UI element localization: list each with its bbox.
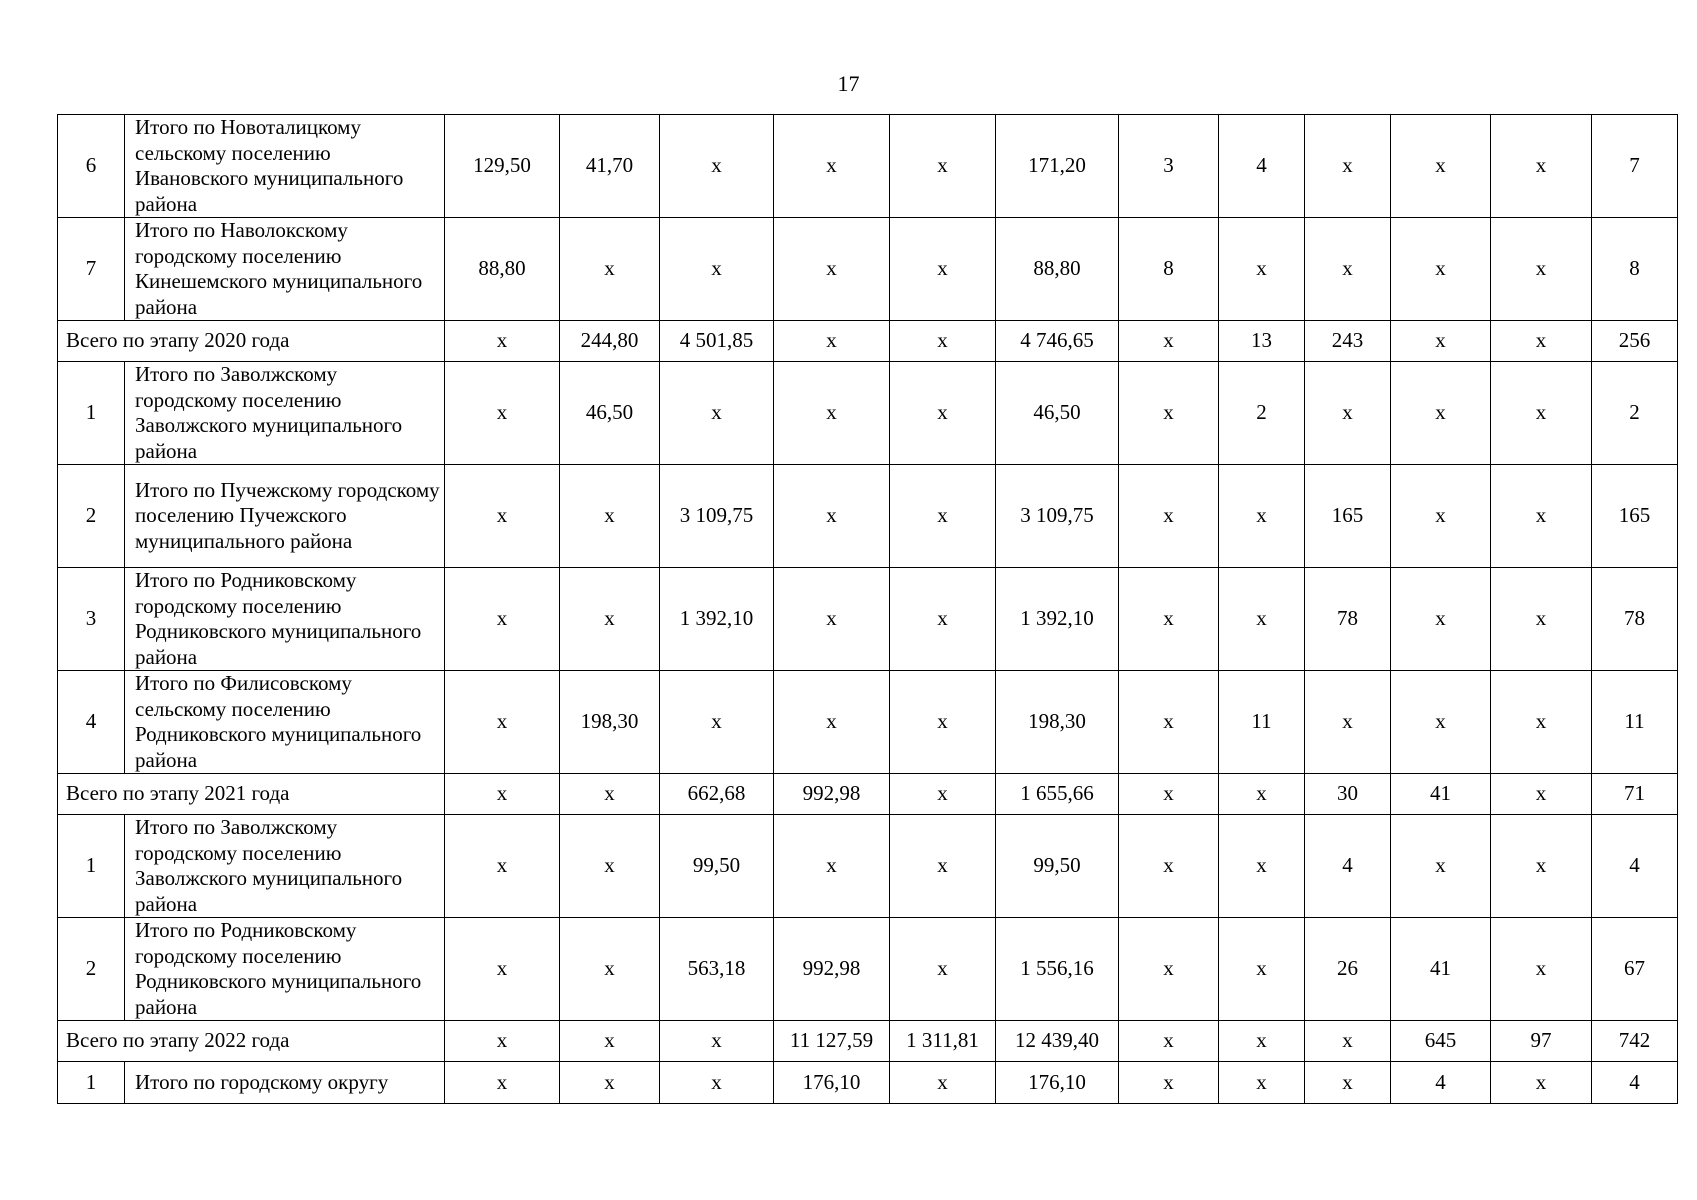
value-cell: х xyxy=(445,774,560,815)
value-cell: х xyxy=(445,918,560,1021)
value-cell: х xyxy=(1305,115,1391,218)
table-row xyxy=(58,115,1678,218)
value-cell: х xyxy=(1391,815,1491,918)
value-cell: 67 xyxy=(1592,918,1678,1021)
value-cell: х xyxy=(1119,815,1219,918)
value-cell: х xyxy=(1391,671,1491,774)
value-cell: х xyxy=(774,815,890,918)
value-cell: 256 xyxy=(1592,321,1678,362)
value-cell: х xyxy=(1391,218,1491,321)
value-cell: х xyxy=(560,918,660,1021)
stage-total-label: Всего по этапу 2022 года xyxy=(58,1021,445,1062)
value-cell: 1 392,10 xyxy=(660,568,774,671)
value-cell: 3 109,75 xyxy=(996,465,1119,568)
value-cell: х xyxy=(660,115,774,218)
value-cell: х xyxy=(1219,918,1305,1021)
page-number: 17 xyxy=(837,71,860,96)
value-cell: 176,10 xyxy=(996,1062,1119,1104)
value-cell: х xyxy=(1491,815,1592,918)
value-cell: х xyxy=(660,218,774,321)
row-number: 2 xyxy=(58,465,125,568)
value-cell: х xyxy=(1491,918,1592,1021)
value-cell: 99,50 xyxy=(660,815,774,918)
value-cell: х xyxy=(560,815,660,918)
value-cell: х xyxy=(1491,671,1592,774)
value-cell: х xyxy=(1219,465,1305,568)
value-cell: х xyxy=(1491,218,1592,321)
value-cell: х xyxy=(1119,465,1219,568)
value-cell: х xyxy=(1391,362,1491,465)
value-cell: х xyxy=(890,671,996,774)
value-cell: х xyxy=(445,465,560,568)
value-cell: 4 xyxy=(1592,1062,1678,1104)
value-cell: 243 xyxy=(1305,321,1391,362)
row-number: 2 xyxy=(58,918,125,1021)
row-name: Итого по Родниковскому городскому поселению Родниковского муниципального района xyxy=(125,918,445,1021)
table-row xyxy=(58,465,1678,568)
value-cell: 563,18 xyxy=(660,918,774,1021)
value-cell: 992,98 xyxy=(774,774,890,815)
value-cell: 645 xyxy=(1391,1021,1491,1062)
row-number: 7 xyxy=(58,218,125,321)
value-cell: 11 xyxy=(1219,671,1305,774)
value-cell: х xyxy=(1391,568,1491,671)
value-cell: 3 109,75 xyxy=(660,465,774,568)
value-cell: х xyxy=(1305,1021,1391,1062)
table-row xyxy=(58,671,1678,774)
value-cell: х xyxy=(1491,1062,1592,1104)
value-cell: 742 xyxy=(1592,1021,1678,1062)
row-name: Итого по Заволжскому городскому поселению Заволжского муниципального района xyxy=(125,815,445,918)
value-cell: 46,50 xyxy=(996,362,1119,465)
value-cell: х xyxy=(774,115,890,218)
value-cell: х xyxy=(774,362,890,465)
value-cell: 244,80 xyxy=(560,321,660,362)
table-body xyxy=(58,115,1678,1104)
row-number: 4 xyxy=(58,671,125,774)
value-cell: 99,50 xyxy=(996,815,1119,918)
row-name: Итого по городскому округу xyxy=(125,1062,445,1104)
row-name: Итого по Новоталицкому сельскому поселению Ивановского муниципального района xyxy=(125,115,445,218)
value-cell: 13 xyxy=(1219,321,1305,362)
value-cell: 11 127,59 xyxy=(774,1021,890,1062)
value-cell: 41 xyxy=(1391,918,1491,1021)
value-cell: х xyxy=(890,218,996,321)
row-number: 6 xyxy=(58,115,125,218)
value-cell: х xyxy=(774,218,890,321)
value-cell: 165 xyxy=(1305,465,1391,568)
value-cell: х xyxy=(890,321,996,362)
value-cell: 1 392,10 xyxy=(996,568,1119,671)
value-cell: х xyxy=(560,218,660,321)
value-cell: 4 501,85 xyxy=(660,321,774,362)
value-cell: х xyxy=(890,774,996,815)
table-row xyxy=(58,362,1678,465)
value-cell: х xyxy=(890,918,996,1021)
value-cell: 171,20 xyxy=(996,115,1119,218)
row-name: Итого по Пучежскому городскому поселению Пучежского муниципального района xyxy=(125,465,445,568)
value-cell: х xyxy=(1305,671,1391,774)
value-cell: 198,30 xyxy=(996,671,1119,774)
value-cell: х xyxy=(890,115,996,218)
row-number: 1 xyxy=(58,1062,125,1104)
value-cell: х xyxy=(1491,774,1592,815)
value-cell: х xyxy=(774,321,890,362)
stage-total-row xyxy=(58,321,1678,362)
value-cell: 4 xyxy=(1391,1062,1491,1104)
value-cell: х xyxy=(1119,918,1219,1021)
value-cell: 41 xyxy=(1391,774,1491,815)
value-cell: х xyxy=(1219,568,1305,671)
value-cell: х xyxy=(1119,774,1219,815)
value-cell: х xyxy=(660,1062,774,1104)
value-cell: х xyxy=(1119,362,1219,465)
value-cell: х xyxy=(445,815,560,918)
value-cell: 30 xyxy=(1305,774,1391,815)
value-cell: 8 xyxy=(1592,218,1678,321)
value-cell: х xyxy=(1305,1062,1391,1104)
value-cell: х xyxy=(560,1062,660,1104)
value-cell: 165 xyxy=(1592,465,1678,568)
row-number: 3 xyxy=(58,568,125,671)
value-cell: х xyxy=(1219,218,1305,321)
value-cell: х xyxy=(890,465,996,568)
value-cell: х xyxy=(1491,362,1592,465)
row-number: 1 xyxy=(58,815,125,918)
value-cell: 71 xyxy=(1592,774,1678,815)
value-cell: х xyxy=(1391,321,1491,362)
stage-total-row xyxy=(58,1021,1678,1062)
value-cell: 4 746,65 xyxy=(996,321,1119,362)
table-row xyxy=(58,218,1678,321)
value-cell: 198,30 xyxy=(560,671,660,774)
value-cell: х xyxy=(1491,568,1592,671)
value-cell: х xyxy=(774,568,890,671)
value-cell: х xyxy=(890,1062,996,1104)
value-cell: х xyxy=(1219,774,1305,815)
value-cell: 46,50 xyxy=(560,362,660,465)
table-row xyxy=(58,815,1678,918)
value-cell: х xyxy=(660,1021,774,1062)
value-cell: 2 xyxy=(1219,362,1305,465)
value-cell: 992,98 xyxy=(774,918,890,1021)
value-cell: х xyxy=(445,321,560,362)
value-cell: х xyxy=(774,671,890,774)
data-table xyxy=(57,114,1678,1104)
value-cell: х xyxy=(890,815,996,918)
value-cell: х xyxy=(1119,671,1219,774)
value-cell: х xyxy=(560,1021,660,1062)
value-cell: 4 xyxy=(1219,115,1305,218)
value-cell: х xyxy=(445,1062,560,1104)
value-cell: 662,68 xyxy=(660,774,774,815)
value-cell: 8 xyxy=(1119,218,1219,321)
value-cell: х xyxy=(1119,321,1219,362)
value-cell: х xyxy=(1119,1021,1219,1062)
value-cell: 1 311,81 xyxy=(890,1021,996,1062)
value-cell: х xyxy=(1391,115,1491,218)
row-name: Итого по Родниковскому городскому поселению Родниковского муниципального района xyxy=(125,568,445,671)
value-cell: х xyxy=(1219,1021,1305,1062)
value-cell: 3 xyxy=(1119,115,1219,218)
value-cell: х xyxy=(1219,1062,1305,1104)
value-cell: х xyxy=(445,1021,560,1062)
value-cell: 4 xyxy=(1305,815,1391,918)
value-cell: 1 655,66 xyxy=(996,774,1119,815)
stage-total-label: Всего по этапу 2020 года xyxy=(58,321,445,362)
value-cell: х xyxy=(1305,362,1391,465)
value-cell: 12 439,40 xyxy=(996,1021,1119,1062)
value-cell: 4 xyxy=(1592,815,1678,918)
value-cell: х xyxy=(890,362,996,465)
value-cell: 97 xyxy=(1491,1021,1592,1062)
stage-total-label: Всего по этапу 2021 года xyxy=(58,774,445,815)
row-name: Итого по Заволжскому городскому поселению Заволжского муниципального района xyxy=(125,362,445,465)
value-cell: 11 xyxy=(1592,671,1678,774)
value-cell: х xyxy=(1119,568,1219,671)
value-cell: х xyxy=(560,568,660,671)
value-cell: х xyxy=(660,671,774,774)
value-cell: х xyxy=(445,362,560,465)
value-cell: х xyxy=(445,671,560,774)
value-cell: х xyxy=(1219,815,1305,918)
stage-total-row xyxy=(58,774,1678,815)
table-row xyxy=(58,568,1678,671)
value-cell: х xyxy=(774,465,890,568)
row-number: 1 xyxy=(58,362,125,465)
value-cell: х xyxy=(1119,1062,1219,1104)
value-cell: 78 xyxy=(1305,568,1391,671)
value-cell: х xyxy=(890,568,996,671)
value-cell: х xyxy=(1391,465,1491,568)
value-cell: 129,50 xyxy=(445,115,560,218)
value-cell: х xyxy=(445,568,560,671)
value-cell: х xyxy=(1491,321,1592,362)
value-cell: 26 xyxy=(1305,918,1391,1021)
value-cell: 1 556,16 xyxy=(996,918,1119,1021)
value-cell: х xyxy=(1305,218,1391,321)
table-row xyxy=(58,1062,1678,1104)
value-cell: х xyxy=(560,465,660,568)
value-cell: 78 xyxy=(1592,568,1678,671)
table-row xyxy=(58,918,1678,1021)
value-cell: 41,70 xyxy=(560,115,660,218)
value-cell: х xyxy=(660,362,774,465)
value-cell: х xyxy=(1491,465,1592,568)
value-cell: 176,10 xyxy=(774,1062,890,1104)
value-cell: 2 xyxy=(1592,362,1678,465)
value-cell: 7 xyxy=(1592,115,1678,218)
value-cell: 88,80 xyxy=(996,218,1119,321)
row-name: Итого по Филисовскому сельскому поселению Родниковского муниципального района xyxy=(125,671,445,774)
row-name: Итого по Наволокскому городскому поселению Кинешемского муниципального района xyxy=(125,218,445,321)
value-cell: 88,80 xyxy=(445,218,560,321)
value-cell: х xyxy=(560,774,660,815)
value-cell: х xyxy=(1491,115,1592,218)
